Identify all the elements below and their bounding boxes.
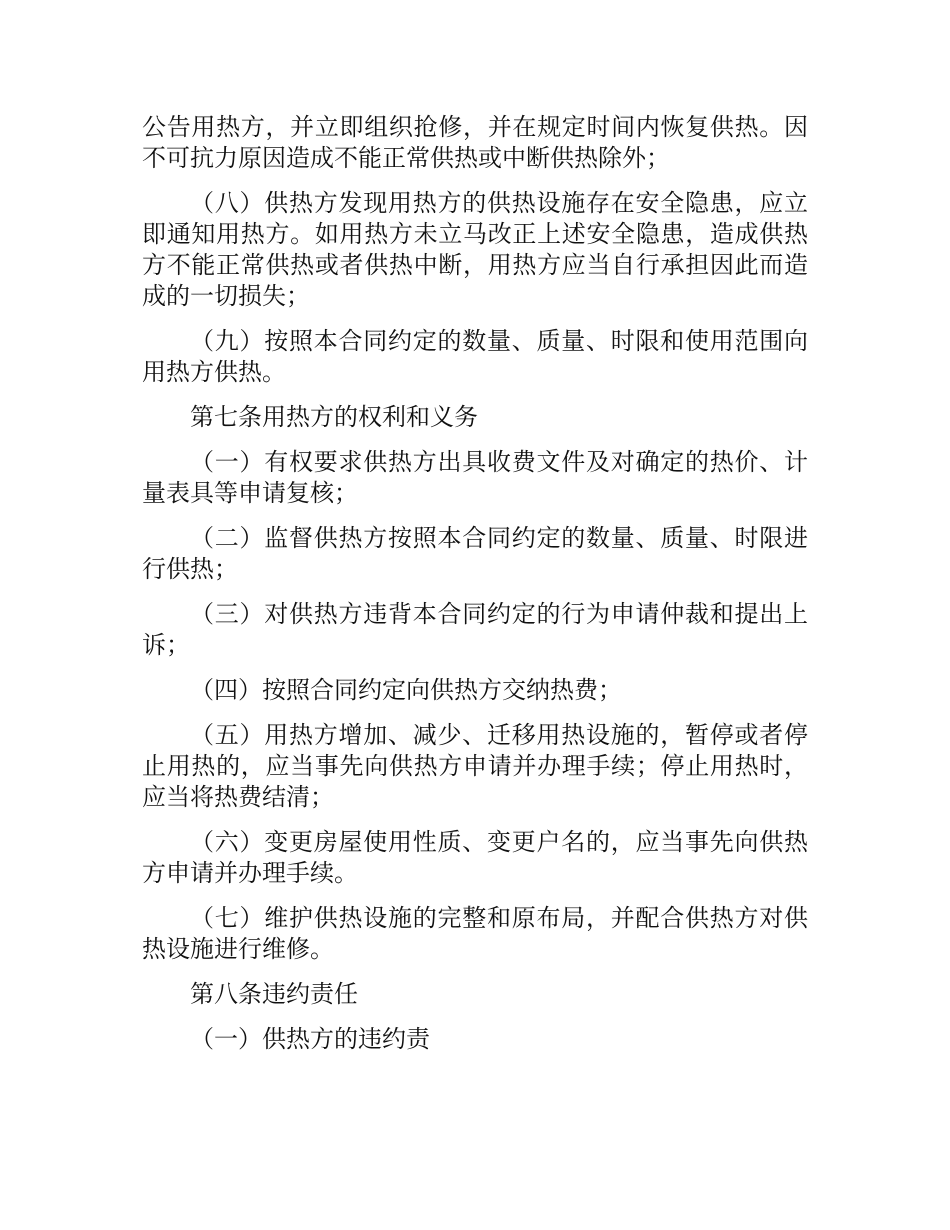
paragraph-user-right-1: （一）有权要求供热方出具收费文件及对确定的热价、计量表具等申请复核；: [142, 448, 808, 507]
paragraph-user-right-4: （四）按照合同约定向供热方交纳热费；: [190, 676, 622, 704]
paragraph-user-right-7: （七）维护供热设施的完整和原布局，并配合供热方对供热设施进行维修。: [142, 904, 808, 963]
paragraph-user-right-2: （二）监督供热方按照本合同约定的数量、质量、时限进行供热；: [142, 524, 808, 583]
article-8-heading: 第八条违约责任: [190, 980, 358, 1008]
paragraph-liability-1: （一）供热方的违约责: [190, 1025, 430, 1053]
paragraph-user-right-6: （六）变更房屋使用性质、变更户名的，应当事先向供热方申请并办理手续。: [142, 828, 808, 887]
paragraph-user-right-3: （三）对供热方违背本合同约定的行为申请仲裁和提出上诉；: [142, 600, 808, 659]
paragraph-item-9: （九）按照本合同约定的数量、质量、时限和使用范围向用热方供热。: [142, 327, 808, 386]
paragraph-continuation: 公告用热方，并立即组织抢修，并在规定时间内恢复供热。因不可抗力原因造成不能正常供热或中断供热除外；: [142, 113, 808, 172]
article-7-heading: 第七条用热方的权利和义务: [190, 403, 478, 431]
paragraph-user-right-5: （五）用热方增加、减少、迁移用热设施的，暂停或者停止用热的，应当事先向供热方申请并办理手续；停止用热时，应当将热费结清；: [142, 721, 808, 811]
document-body: [142, 112, 808, 1069]
paragraph-item-8: （八）供热方发现用热方的供热设施存在安全隐患，应立即通知用热方。如用热方未立马改正上述安全隐患，造成供热方不能正常供热或者供热中断，用热方应当自行承担因此而造成的一切损失；: [142, 189, 808, 310]
